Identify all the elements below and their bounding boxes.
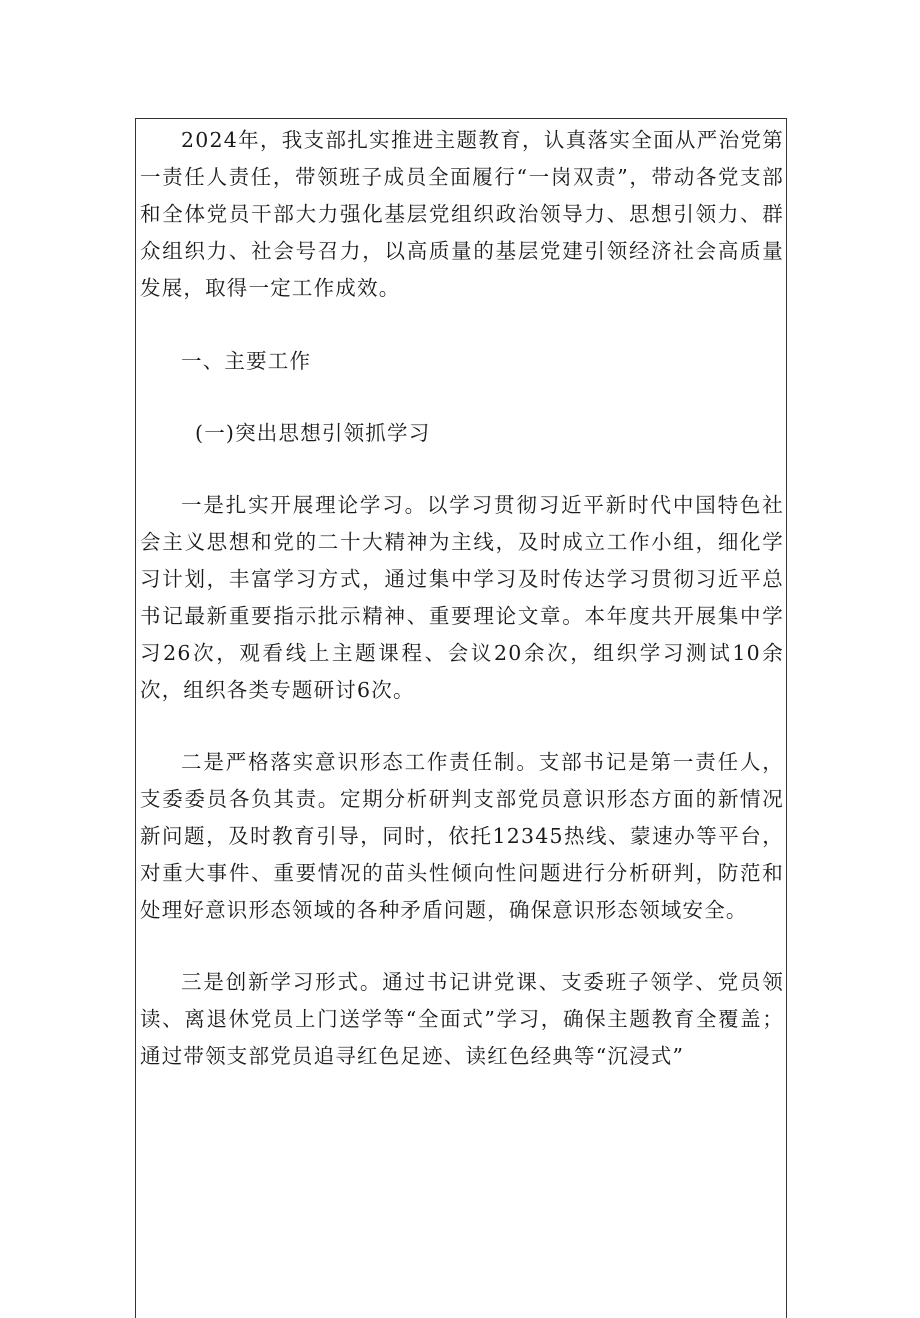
paragraph-study-forms: 三是创新学习形式。通过书记讲党课、支委班子领学、党员领读、离退休党员上门送学等“全面式”学习，确保主题教育全覆盖；通过带领支部党员追寻红色足迹、读红色经典等“沉浸式”: [140, 970, 784, 1068]
intro-paragraph: 2024年，我支部扎实推进主题教育，认真落实全面从严治党第一责任人责任，带领班子成员全面履行“一岗双责”，带动各党支部和全体党员干部大力强化基层党组织政治领导力、思想引领力、群众组织力、社会号召力，以高质量的基层党建引领经济社会高质量发展，取得一定工作成效。: [140, 128, 784, 300]
paragraph-theory-study: 一是扎实开展理论学习。以学习贯彻习近平新时代中国特色社会主义思想和党的二十大精神为主线，及时成立工作小组，细化学习计划，丰富学习方式，通过集中学习及时传达学习贯彻习近平总书记最新重要指示批示精神、重要理论文章。本年度共开展集中学习26次，观看线上主题课程、会议20余次，组织学习测试10余次，组织各类专题研讨6次。: [140, 493, 784, 702]
subsection-heading: (一)突出思想引领抓学习: [195, 421, 431, 445]
paragraph-ideology-responsibility: 二是严格落实意识形态工作责任制。支部书记是第一责任人，支委委员各负其责。定期分析研判支部党员意识形态方面的新情况新问题，及时教育引导，同时，依托12345热线、蒙速办等平台，对重大事件、重要情况的苗头性倾向性问题进行分析研判，防范和处理好意识形态领域的各种矛盾问题，确保意识形态领域安全。: [140, 750, 784, 922]
document-body: [140, 122, 784, 1075]
section-heading: 一、主要工作: [181, 349, 312, 373]
